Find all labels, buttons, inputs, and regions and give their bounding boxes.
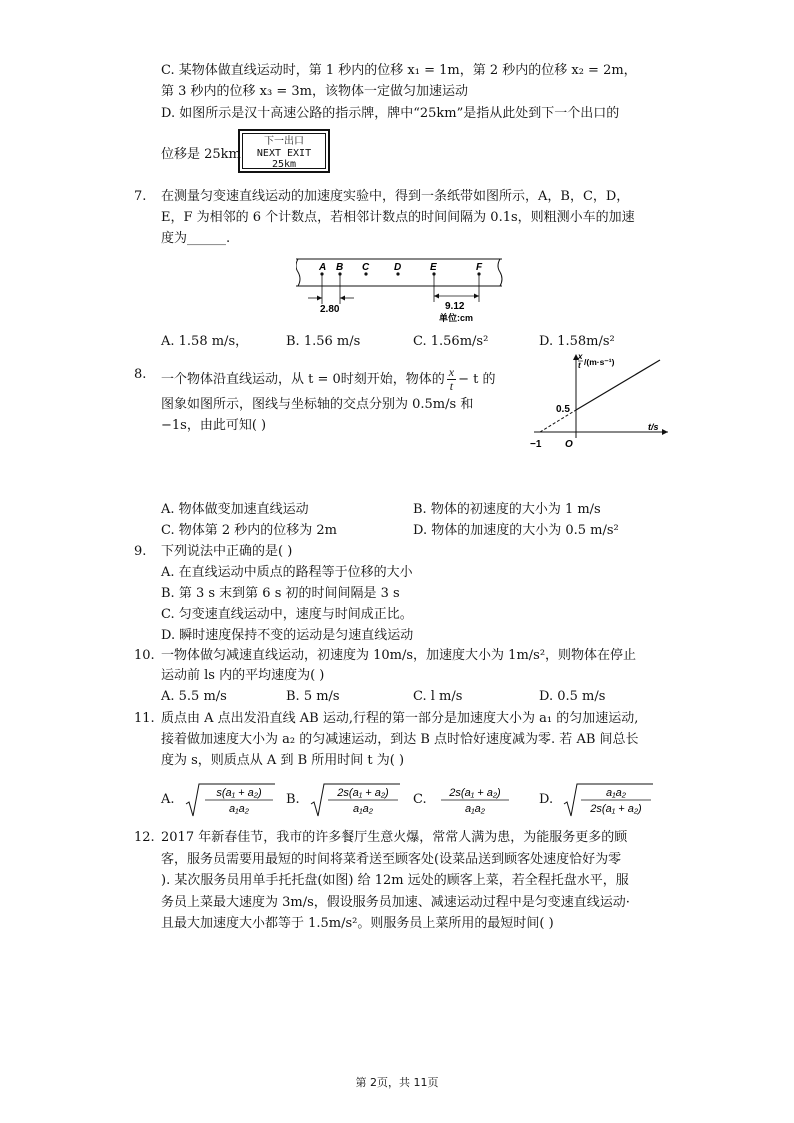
- q11-option-c[interactable]: C. 2s(a₁ + a₂) a₁a₂: [413, 782, 511, 818]
- graph-ylabel-den: t: [578, 361, 581, 370]
- q11-a-sqrt: [185, 782, 277, 818]
- q6-option-d-line1: D. 如图所示是汉十高速公路的指示牌，牌中“25km”是指从此处到下一个出口的: [161, 106, 620, 121]
- q11-option-a[interactable]: A. s(a₁ + a₂) a₁a₂: [161, 782, 277, 818]
- svg-text:2s(a₁ + a₂): 2s(a₁ + a₂): [337, 787, 389, 799]
- tape-point-a: [318, 262, 326, 276]
- svg-text:C: C: [362, 262, 370, 273]
- graph-x-intercept: −1: [530, 439, 542, 450]
- q12-stem-line2: 客，服务员需要用最短的时间将菜肴送至顾客处(设菜品送到顾客处速度恰好为零: [161, 852, 622, 867]
- q11-d-sqrt: [563, 782, 655, 818]
- graph-line: [576, 360, 660, 410]
- q12-stem-line4: 务员上菜最大速度为 3m/s，假设服务员加速、减速运动过程中是匀变速直线运动·: [161, 895, 630, 910]
- graph-xlabel: t/s: [648, 422, 659, 432]
- q8-stem-line2: 图象如图所示，图线与坐标轴的交点分别为 0.5m/s 和: [161, 397, 474, 412]
- svg-text:E: E: [430, 262, 437, 273]
- q8-stem-line1-end: − t 的: [458, 372, 496, 387]
- svg-text:a₁a₂: a₁a₂: [464, 803, 485, 815]
- svg-text:a₁a₂: a₁a₂: [228, 803, 249, 815]
- tape-point-c: [362, 262, 370, 276]
- svg-text:a₁a₂: a₁a₂: [352, 803, 373, 815]
- sign-line2: NEXT EXIT: [256, 148, 312, 159]
- tape-ef-distance: 9.12: [445, 301, 465, 312]
- q8-fraction: $\frac{x}{t}$: [448, 365, 455, 393]
- q12-stem-line5: 且最大加速度大小都等于 1.5m/s²。则服务员上菜所用的最短时间( ): [161, 916, 554, 931]
- q8-stem-line1-text: 一个物体沿直线运动，从 t = 0时刻开始，物体的: [161, 372, 445, 387]
- svg-text:B: B: [336, 262, 344, 273]
- q7-option-b[interactable]: B. 1.56 m/s: [286, 334, 361, 349]
- q11-option-b[interactable]: B. 2s(a₁ + a₂) a₁a₂: [286, 782, 402, 818]
- q6-option-c-line1: C. 某物体做直线运动时，第 1 秒内的位移 x₁ = 1m，第 2 秒内的位移 x₂ = 2m，: [161, 63, 637, 78]
- svg-text:D: D: [394, 262, 402, 273]
- svg-text:A: A: [319, 262, 327, 273]
- tape-ab-distance: 2.80: [320, 304, 340, 315]
- xt-t-graph: [522, 350, 672, 450]
- q7-stem-line1: 在测量匀变速直线运动的加速度实验中，得到一条纸带如图所示，A，B，C，D，: [161, 189, 630, 204]
- q10-option-b[interactable]: B. 5 m/s: [286, 689, 340, 704]
- q10-option-a[interactable]: A. 5.5 m/s: [161, 689, 227, 704]
- svg-text:a₁a₂: a₁a₂: [606, 787, 627, 799]
- q12-stem-line3: ). 某次服务员用单手托托盘(如图) 给 12m 远处的顾客上菜，若全程托盘水平，服: [161, 873, 629, 888]
- q12-number: 12.: [134, 830, 155, 845]
- q11-b-sqrt: [310, 782, 402, 818]
- paper-tape-figure: [296, 254, 506, 326]
- q8-option-a[interactable]: A. 物体做变加速直线运动: [161, 502, 309, 517]
- q11-stem-line1: 质点由 A 点出发沿直线 AB 运动,行程的第一部分是加速度大小为 a₁ 的匀加速运动,: [161, 711, 639, 726]
- q9-option-b[interactable]: B. 第 3 s 末到第 6 s 初的时间间隔是 3 s: [161, 586, 400, 601]
- svg-text:2s(a₁ + a₂): 2s(a₁ + a₂): [590, 803, 642, 815]
- q9-option-a[interactable]: A. 在直线运动中质点的路程等于位移的大小: [161, 565, 413, 580]
- highway-exit-sign: [238, 129, 330, 173]
- q10-stem-line2: 运动前 ls 内的平均速度为( ): [161, 668, 325, 683]
- q8-option-c[interactable]: C. 物体第 2 秒内的位移为 2m: [161, 523, 338, 538]
- q11-stem-line2: 接着做加速度大小为 a₂ 的匀减速运动，到达 B 点时恰好速度减为零. 若 AB 间总长: [161, 732, 639, 747]
- q7-stem-line2: E，F 为相邻的 6 个计数点，若相邻计数点的时间间隔为 0.1s，则粗测小车的加速: [161, 210, 635, 225]
- svg-text:F: F: [476, 262, 483, 273]
- q8-number: 8.: [134, 367, 147, 382]
- tape-point-f: [476, 262, 483, 276]
- q10-option-c[interactable]: C. l m/s: [413, 689, 463, 704]
- q11-number: 11.: [134, 711, 155, 726]
- tape-point-e: [430, 262, 437, 276]
- q7-stem-line3: 度为______.: [161, 231, 231, 246]
- tape-point-b: [336, 262, 343, 276]
- q7-option-a[interactable]: A. 1.58 m/s，: [161, 334, 249, 349]
- svg-text:s(a₁ + a₂): s(a₁ + a₂): [216, 787, 262, 799]
- q11-c-fraction: [439, 782, 511, 818]
- q12-stem-line1: 2017 年新春佳节，我市的许多餐厅生意火爆，常常人满为患，为能服务更多的顾: [161, 830, 628, 845]
- q9-option-d[interactable]: D. 瞬时速度保持不变的运动是匀速直线运动: [161, 628, 414, 643]
- q9-option-c[interactable]: C. 匀变速直线运动中，速度与时间成正比。: [161, 607, 413, 622]
- graph-origin: O: [565, 439, 573, 450]
- sign-line3: 25km: [271, 159, 297, 170]
- graph-yunit: /(m·s⁻¹): [584, 357, 615, 367]
- sign-line1: 下一出口: [264, 136, 304, 147]
- q7-option-d[interactable]: D. 1.58m/s²: [539, 334, 615, 349]
- q10-option-d[interactable]: D. 0.5 m/s: [539, 689, 606, 704]
- q8-option-b[interactable]: B. 物体的初速度的大小为 1 m/s: [413, 502, 601, 517]
- q10-number: 10.: [134, 648, 155, 663]
- tape-unit: 单位:cm: [439, 313, 474, 323]
- q6-option-c-line2: 第 3 秒内的位移 x₃ = 3m，该物体一定做匀加速运动: [161, 84, 468, 99]
- q9-stem: 下列说法中正确的是( ): [161, 544, 293, 559]
- q7-number: 7.: [134, 189, 147, 204]
- tape-point-d: [394, 262, 401, 276]
- q11-option-d[interactable]: D. a₁a₂ 2s(a₁ + a₂): [539, 782, 655, 818]
- graph-y-intercept: 0.5: [556, 404, 570, 415]
- svg-text:2s(a₁ + a₂): 2s(a₁ + a₂): [449, 787, 501, 799]
- q10-stem-line1: 一物体做匀减速直线运动，初速度为 10m/s，加速度大小为 1m/s²，则物体在停止: [161, 648, 637, 663]
- page-footer: 第 2页，共 11页: [355, 1076, 439, 1089]
- q8-option-d[interactable]: D. 物体的加速度的大小为 0.5 m/s²: [413, 523, 619, 538]
- q8-stem-line3: −1s，由此可知( ): [161, 418, 267, 433]
- q11-stem-line3: 度为 s，则质点从 A 到 B 所用时间 t 为( ): [161, 753, 405, 768]
- graph-ylabel-num: x: [578, 352, 583, 361]
- q6-option-d-line2: 位移是 25km: [161, 147, 241, 162]
- q9-number: 9.: [134, 544, 147, 559]
- q7-option-c[interactable]: C. 1.56m/s²: [413, 334, 489, 349]
- q8-stem-line1: [161, 366, 496, 393]
